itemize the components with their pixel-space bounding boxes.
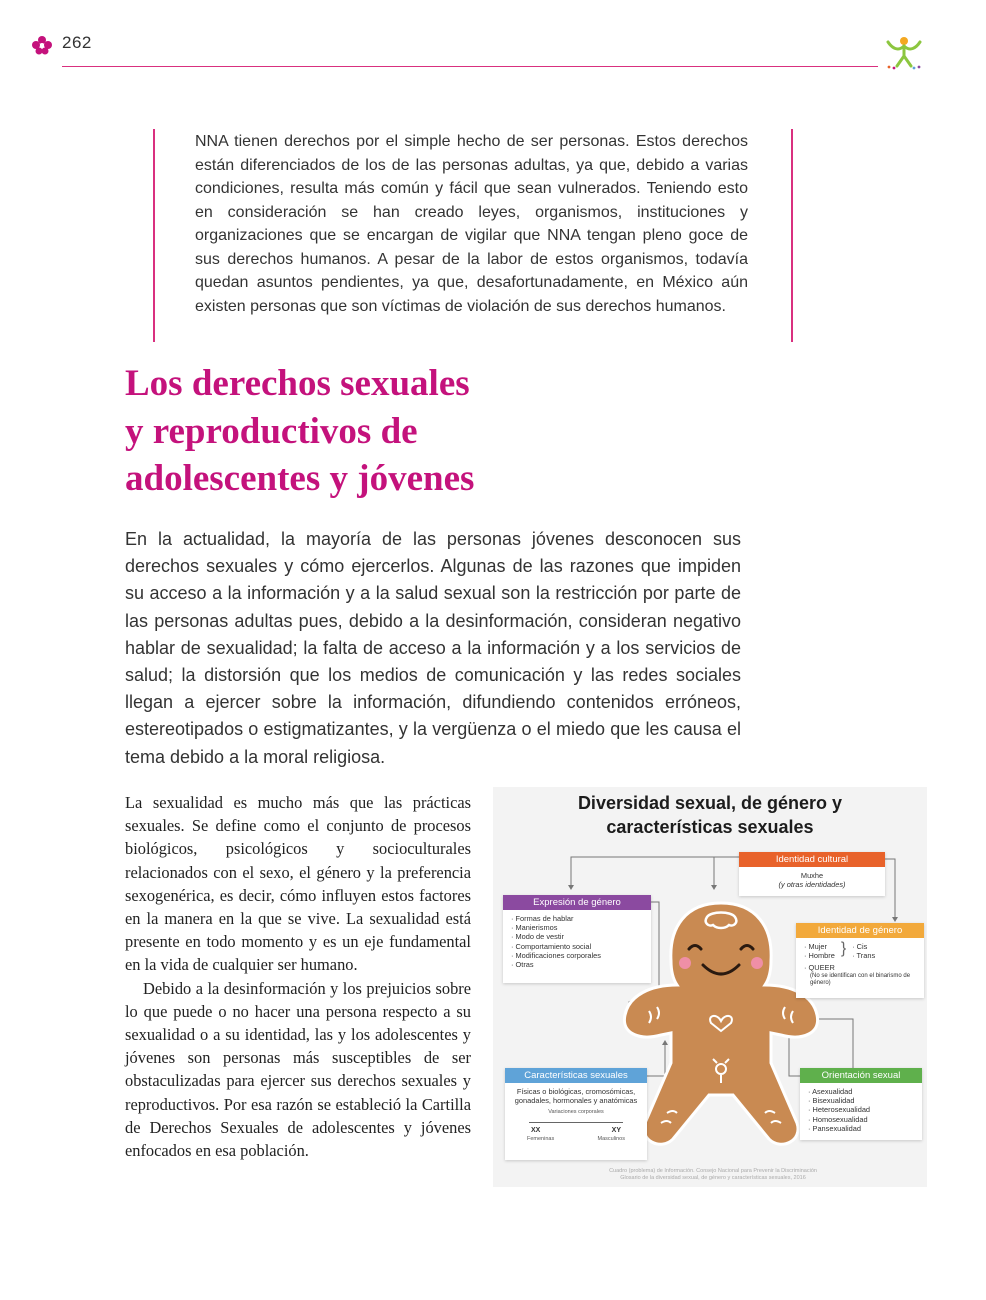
list-item: · Bisexualidad (808, 1096, 914, 1105)
masculinos-label: Masculinos (597, 1135, 625, 1142)
list-item: · Formas de hablar (511, 914, 643, 923)
spectrum-label: Variaciones corporales (548, 1109, 604, 1116)
section-title-line-2: y reproductivos de (125, 410, 418, 452)
caracteristicas-sexuales-header: Características sexuales (505, 1068, 647, 1083)
list-item: · Otras (511, 960, 643, 969)
identidad-cultural-body (739, 867, 885, 893)
list-item: · Cis (852, 942, 875, 951)
expresion-genero-card (503, 895, 651, 983)
infographic-title-line-2: características sexuales (606, 817, 814, 837)
identidad-cultural-line-1: Muxhe (800, 871, 824, 880)
credit-line-1: Cuadro (problema) de Información. Consejo Nacional para Prevenir la Discriminación (609, 1168, 817, 1174)
list-item: · Mujer (804, 942, 835, 951)
caracteristicas-sexuales-body (505, 1083, 647, 1148)
brace-icon: } (840, 940, 847, 957)
list-item: · Homosexualidad (808, 1115, 914, 1124)
orientacion-sexual-header: Orientación sexual (800, 1068, 922, 1083)
list-item: · Manierismos (511, 923, 643, 932)
list-item: · Asexualidad (808, 1087, 914, 1096)
section-title-line-1: Los derechos sexuales (125, 363, 470, 404)
list-item: · Pansexualidad (808, 1124, 914, 1133)
caracteristicas-sexuales-text: Físicas o biológicas, cromosómicas, gonadales, hormonales y anatómicas (514, 1087, 638, 1106)
lead-paragraph: En la actualidad, la mayoría de las personas jóvenes desconocen sus derechos sexuales y cómo ejercerlos. Algunas de las razones que impiden su acceso a la información y a la salud sexual son la restricción por parte de las personas adultas pues, debido a la desinformación, consideran negativo hablar de sexualidad; la falta de acceso a la información y a los servicios de salud; la distorsión que los medios de comunicación y las redes sociales llegan a ejercer sobre la información, difundiendo contenidos erróneos, estereotipados o estigmatizantes, y la vergüenza o el miedo que les causa el tema debido a la moral religiosa. (125, 529, 741, 767)
sexuality-paragraph: La sexualidad es mucho más que las prácticas sexuales. Se define como el conjunto de procesos biológicos, psicológicos y socioculturales relacionados con el sexo, el género y la preferencia sexogenérica, es decir, cómo influyen estos factores en la manera en la que se vive. La sexualidad está presente en todo momento y es un eje fundamental en la vida de cualquier ser humano. (125, 793, 471, 975)
expresion-genero-body (503, 910, 651, 973)
list-item: · Modificaciones corporales (511, 951, 643, 960)
flower-logo-icon (30, 34, 54, 56)
section-title (125, 360, 555, 503)
identidad-genero-header: Identidad de género (796, 923, 924, 938)
list-item: · Modo de vestir (511, 932, 643, 941)
list-item: · Trans (852, 951, 875, 960)
person-sprout-logo-icon (884, 34, 924, 70)
list-item: · Hombre (804, 951, 835, 960)
identidad-genero-body (796, 938, 924, 991)
rights-paragraph: Debido a la desinformación y los prejuicios sobre lo que puede o no hacer una persona respecto a su sexualidad o a su identidad, las y los adolescentes y jóvenes son personas más susceptibles de ser obstaculizadas para ejercer sus derechos sexuales y reproductivos. Por esa razón se estableció la Cartilla de Derechos Sexuales de adolescentes y jóvenes enfocados en esa población. (125, 978, 471, 1161)
left-column-text (125, 791, 471, 1162)
gingerbread-figure-icon (621, 899, 821, 1149)
expresion-genero-header: Expresión de género (503, 895, 651, 910)
queer-note: (No se identifican con el binarismo de género) (810, 972, 911, 986)
xy-label: XY (611, 1126, 621, 1134)
section-title-line-3: adolescentes y jóvenes (125, 458, 475, 499)
credit-line-2: Glosario de la diversidad sexual, de género y características sexuales, 2016 (620, 1175, 806, 1181)
xx-label: XX (531, 1126, 541, 1134)
diversity-infographic (493, 787, 927, 1187)
identidad-genero-card (796, 923, 924, 998)
page-number: 262 (62, 33, 92, 52)
identidad-cultural-header: Identidad cultural (739, 852, 885, 867)
intro-paragraph: NNA tienen derechos por el simple hecho de ser personas. Estos derechos están diferenciados de los de las personas adultas, ya que, debido a varias condiciones, resulta más común y fácil que sean vulnerados. Teniendo esto en consideración se han creado leyes, organismos, instituciones y organizaciones que se encargan de vigilar que NNA tengan pleno goce de sus derechos humanos. A pesar de la labor de estos organismos, todavía quedan asuntos pendientes, ya que, desafortunadamente, en México aún existen personas que son víctimas de violación de sus derechos humanos. (195, 133, 748, 315)
femeninas-label: Femeninas (527, 1135, 555, 1142)
caracteristicas-sexuales-card (505, 1068, 647, 1160)
list-item: · Heterosexualidad (808, 1105, 914, 1114)
orientacion-sexual-card (800, 1068, 922, 1140)
infographic-title-line-1: Diversidad sexual, de género y (577, 793, 843, 813)
identidad-cultural-card (739, 852, 885, 896)
identidad-cultural-line-2: (y otras identidades) (778, 880, 846, 890)
spectrum-arrow (529, 1119, 623, 1125)
queer-label: · QUEER (804, 963, 916, 972)
infographic-credit (553, 1168, 873, 1182)
list-item: · Comportamiento social (511, 942, 643, 951)
orientacion-sexual-body (800, 1083, 922, 1137)
header-divider (62, 66, 878, 67)
